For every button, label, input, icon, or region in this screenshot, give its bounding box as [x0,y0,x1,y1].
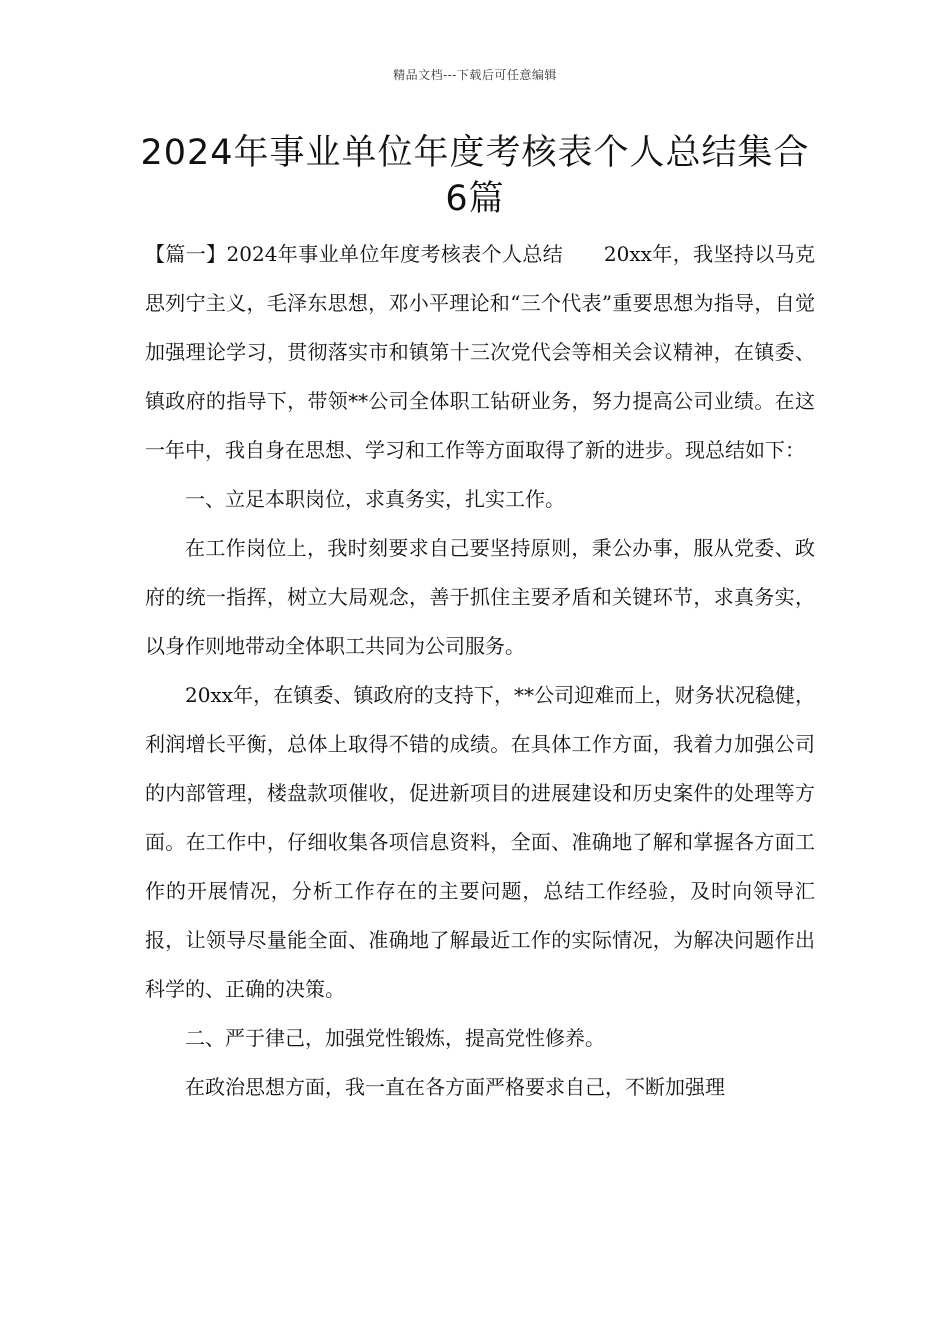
section-heading-1: 一、立足本职岗位，求真务实，扎实工作。 [185,487,565,511]
document-body [145,230,815,1112]
header-note: 精品文档---下载后可任意编辑 [393,68,557,82]
body-paragraph-1: 在工作岗位上，我时刻要求自己要坚持原则，秉公办事，服从党委、政府的统一指挥，树立大局观念，善于抓住主要矛盾和关键环节，求真务实，以身作则地带动全体职工共同为公司服务。 [145,536,815,658]
body-paragraph-3: 在政治思想方面，我一直在各方面严格要求自己，不断加强理 [185,1075,725,1099]
intro-paragraph: 【篇一】2024年事业单位年度考核表个人总结 20xx年，我坚持以马克思列宁主义，毛泽东思想，邓小平理论和“三个代表”重要思想为指导，自觉加强理论学习，贯彻落实市和镇第十三次党代会等相关会议精神，在镇委、镇政府的指导下，带领**公司全体职工钻研业务，努力提高公司业绩。在这一年中，我自身在思想、学习和工作等方面取得了新的进步。现总结如下： [145,242,815,462]
document-title: 2024年事业单位年度考核表个人总结集合6篇 [140,133,810,219]
section-heading-2: 二、严于律己，加强党性锻炼，提高党性修养。 [185,1026,605,1050]
body-paragraph-2: 20xx年，在镇委、镇政府的支持下，**公司迎难而上，财务状况稳健，利润增长平衡，总体上取得不错的成绩。在具体工作方面，我着力加强公司的内部管理，楼盘款项催收，促进新项目的进展建设和历史案件的处理等方面。在工作中，仔细收集各项信息资料，全面、准确地了解和掌握各方面工作的开展情况，分析工作存在的主要问题，总结工作经验，及时向领导汇报，让领导尽量能全面、准确地了解最近工作的实际情况，为解决问题作出科学的、正确的决策。 [145,683,815,1001]
